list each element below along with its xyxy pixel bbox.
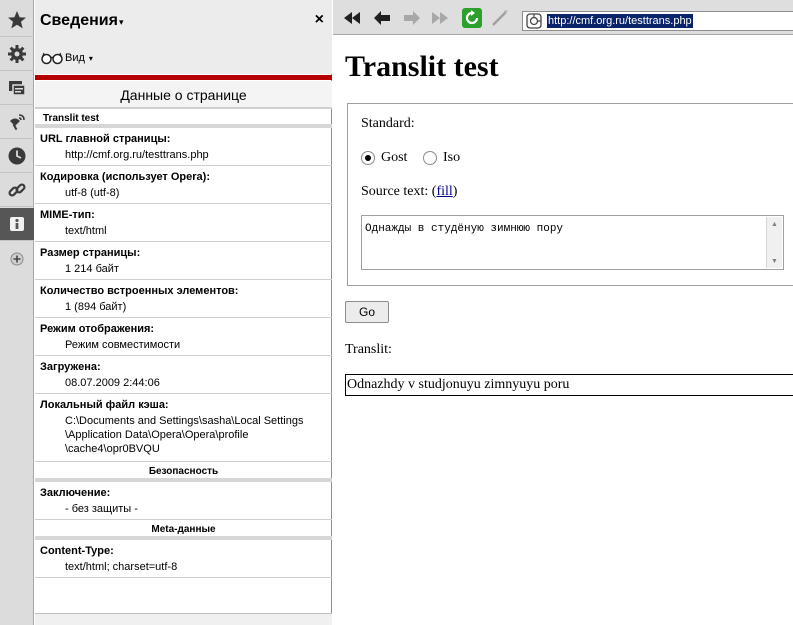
info-panel bbox=[35, 0, 332, 625]
field-label: Кодировка (использует Opera): bbox=[40, 171, 210, 183]
panel-content bbox=[35, 110, 332, 578]
translit-result[interactable]: Odnazhdy v studjonuyu zimnyuyu poru bbox=[345, 374, 793, 396]
field-value: text/html bbox=[65, 225, 107, 237]
widgets-panel-button[interactable] bbox=[0, 38, 34, 71]
field-size bbox=[35, 242, 332, 280]
cache-path-line: C:\Documents and Settings\sasha\Local Settings bbox=[65, 415, 304, 427]
radio-gost[interactable] bbox=[361, 150, 407, 166]
textarea-scrollbar[interactable] bbox=[766, 217, 782, 268]
reload-icon bbox=[462, 8, 482, 28]
field-label: Количество встроенных элементов: bbox=[40, 285, 239, 297]
forward-arrow-icon bbox=[404, 11, 420, 25]
field-value: text/html; charset=utf-8 bbox=[65, 561, 178, 573]
star-icon bbox=[7, 10, 27, 30]
info-icon bbox=[7, 214, 27, 234]
field-label: URL главной страницы: bbox=[40, 133, 171, 145]
field-value: 1 (894 байт) bbox=[65, 301, 127, 313]
wand-button[interactable] bbox=[491, 10, 509, 26]
panel-bottom-bar bbox=[35, 613, 332, 625]
page-content bbox=[333, 36, 793, 625]
field-label: Размер страницы: bbox=[40, 247, 141, 259]
feed-icon bbox=[7, 112, 27, 132]
field-label: Заключение: bbox=[40, 487, 111, 499]
view-button[interactable] bbox=[41, 50, 93, 66]
field-value: Режим совместимости bbox=[65, 339, 181, 351]
fast-forward-button[interactable] bbox=[431, 10, 449, 26]
notes-panel-button[interactable] bbox=[0, 72, 34, 105]
panel-toolbar bbox=[0, 0, 34, 625]
field-label: Локальный файл кэша: bbox=[40, 399, 169, 411]
section-head-meta: Meta-данные bbox=[35, 520, 332, 540]
field-label: MIME-тип: bbox=[40, 209, 95, 221]
field-render-mode bbox=[35, 318, 332, 356]
source-textarea[interactable] bbox=[361, 215, 784, 270]
view-label: Вид bbox=[65, 52, 85, 64]
fill-link[interactable]: fill bbox=[436, 184, 453, 199]
field-value: http://cmf.org.ru/testtrans.php bbox=[65, 149, 209, 161]
forward-button[interactable] bbox=[403, 10, 421, 26]
scroll-up-icon[interactable]: ▲ bbox=[771, 220, 778, 228]
field-loaded bbox=[35, 356, 332, 394]
history-panel-button[interactable] bbox=[0, 140, 34, 173]
field-content-type bbox=[35, 540, 332, 578]
radio-iso-circle[interactable] bbox=[423, 151, 437, 165]
source-text-row: Source text: (fill) bbox=[361, 184, 458, 199]
add-panel-button[interactable] bbox=[0, 248, 34, 270]
field-label: Content-Type: bbox=[40, 545, 114, 557]
links-panel-button[interactable] bbox=[0, 174, 34, 207]
gear-icon bbox=[7, 44, 27, 64]
address-url[interactable]: http://cmf.org.ru/testtrans.php bbox=[548, 15, 692, 27]
scroll-down-icon[interactable]: ▼ bbox=[771, 257, 778, 265]
radio-gost-label[interactable]: Gost bbox=[381, 150, 408, 165]
field-label: Режим отображения: bbox=[40, 323, 155, 335]
page-heading: Translit test bbox=[345, 50, 499, 83]
back-arrow-icon bbox=[374, 11, 390, 25]
panel-header bbox=[35, 0, 332, 74]
panel-page-title: Данные о странице bbox=[35, 81, 332, 109]
view-dropdown-icon: ▾ bbox=[88, 53, 93, 63]
field-value: 1 214 байт bbox=[65, 263, 119, 275]
field-value: 08.07.2009 2:44:06 bbox=[65, 377, 160, 389]
panel-title-dropdown-icon[interactable]: ▾ bbox=[119, 17, 124, 27]
plus-icon bbox=[10, 252, 24, 266]
cache-path-line: \Application Data\Opera\Opera\profile bbox=[65, 429, 249, 441]
reload-button[interactable] bbox=[461, 8, 483, 28]
bookmarks-panel-button[interactable] bbox=[0, 4, 34, 37]
field-conclusion bbox=[35, 482, 332, 520]
back-button[interactable] bbox=[373, 10, 391, 26]
field-url bbox=[35, 128, 332, 166]
field-value bbox=[35, 413, 332, 461]
cache-path-line: \cache4\opr0BVQU bbox=[65, 443, 160, 455]
navigation-toolbar bbox=[333, 0, 793, 35]
info-panel-button[interactable] bbox=[0, 208, 34, 241]
feeds-panel-button[interactable] bbox=[0, 106, 34, 139]
glasses-icon bbox=[41, 51, 63, 65]
radio-selected-dot bbox=[365, 155, 371, 161]
radio-gost-circle[interactable] bbox=[361, 151, 375, 165]
section-head-page: Translit test bbox=[35, 110, 332, 128]
field-value: - без защиты - bbox=[65, 503, 138, 515]
source-text-value: Однажды в студёную зимнюю пору bbox=[365, 223, 564, 235]
translit-label: Translit: bbox=[345, 342, 392, 357]
field-mime bbox=[35, 204, 332, 242]
radio-iso-label[interactable]: Iso bbox=[443, 150, 461, 165]
web-page-icon bbox=[526, 13, 542, 29]
field-label: Загружена: bbox=[40, 361, 101, 373]
panel-title[interactable]: Сведения bbox=[40, 12, 118, 29]
field-embedded bbox=[35, 280, 332, 318]
rewind-icon bbox=[344, 12, 360, 24]
translit-form bbox=[347, 103, 793, 286]
address-bar[interactable] bbox=[522, 11, 793, 31]
field-encoding bbox=[35, 166, 332, 204]
standard-label: Standard: bbox=[361, 116, 415, 131]
link-icon bbox=[7, 180, 27, 200]
rewind-button[interactable] bbox=[343, 10, 361, 26]
wand-icon bbox=[491, 10, 509, 26]
panel-close-button[interactable]: × bbox=[314, 11, 324, 28]
go-button[interactable]: Go bbox=[345, 301, 389, 323]
fast-forward-icon bbox=[432, 12, 448, 24]
field-value: utf-8 (utf-8) bbox=[65, 187, 120, 199]
section-head-security: Безопасность bbox=[35, 462, 332, 482]
panel-red-bar bbox=[35, 75, 332, 80]
field-cache bbox=[35, 394, 332, 462]
radio-iso[interactable] bbox=[423, 150, 460, 166]
clock-icon bbox=[7, 146, 27, 166]
notes-icon bbox=[7, 78, 27, 98]
source-text-label: Source text: bbox=[361, 184, 429, 199]
